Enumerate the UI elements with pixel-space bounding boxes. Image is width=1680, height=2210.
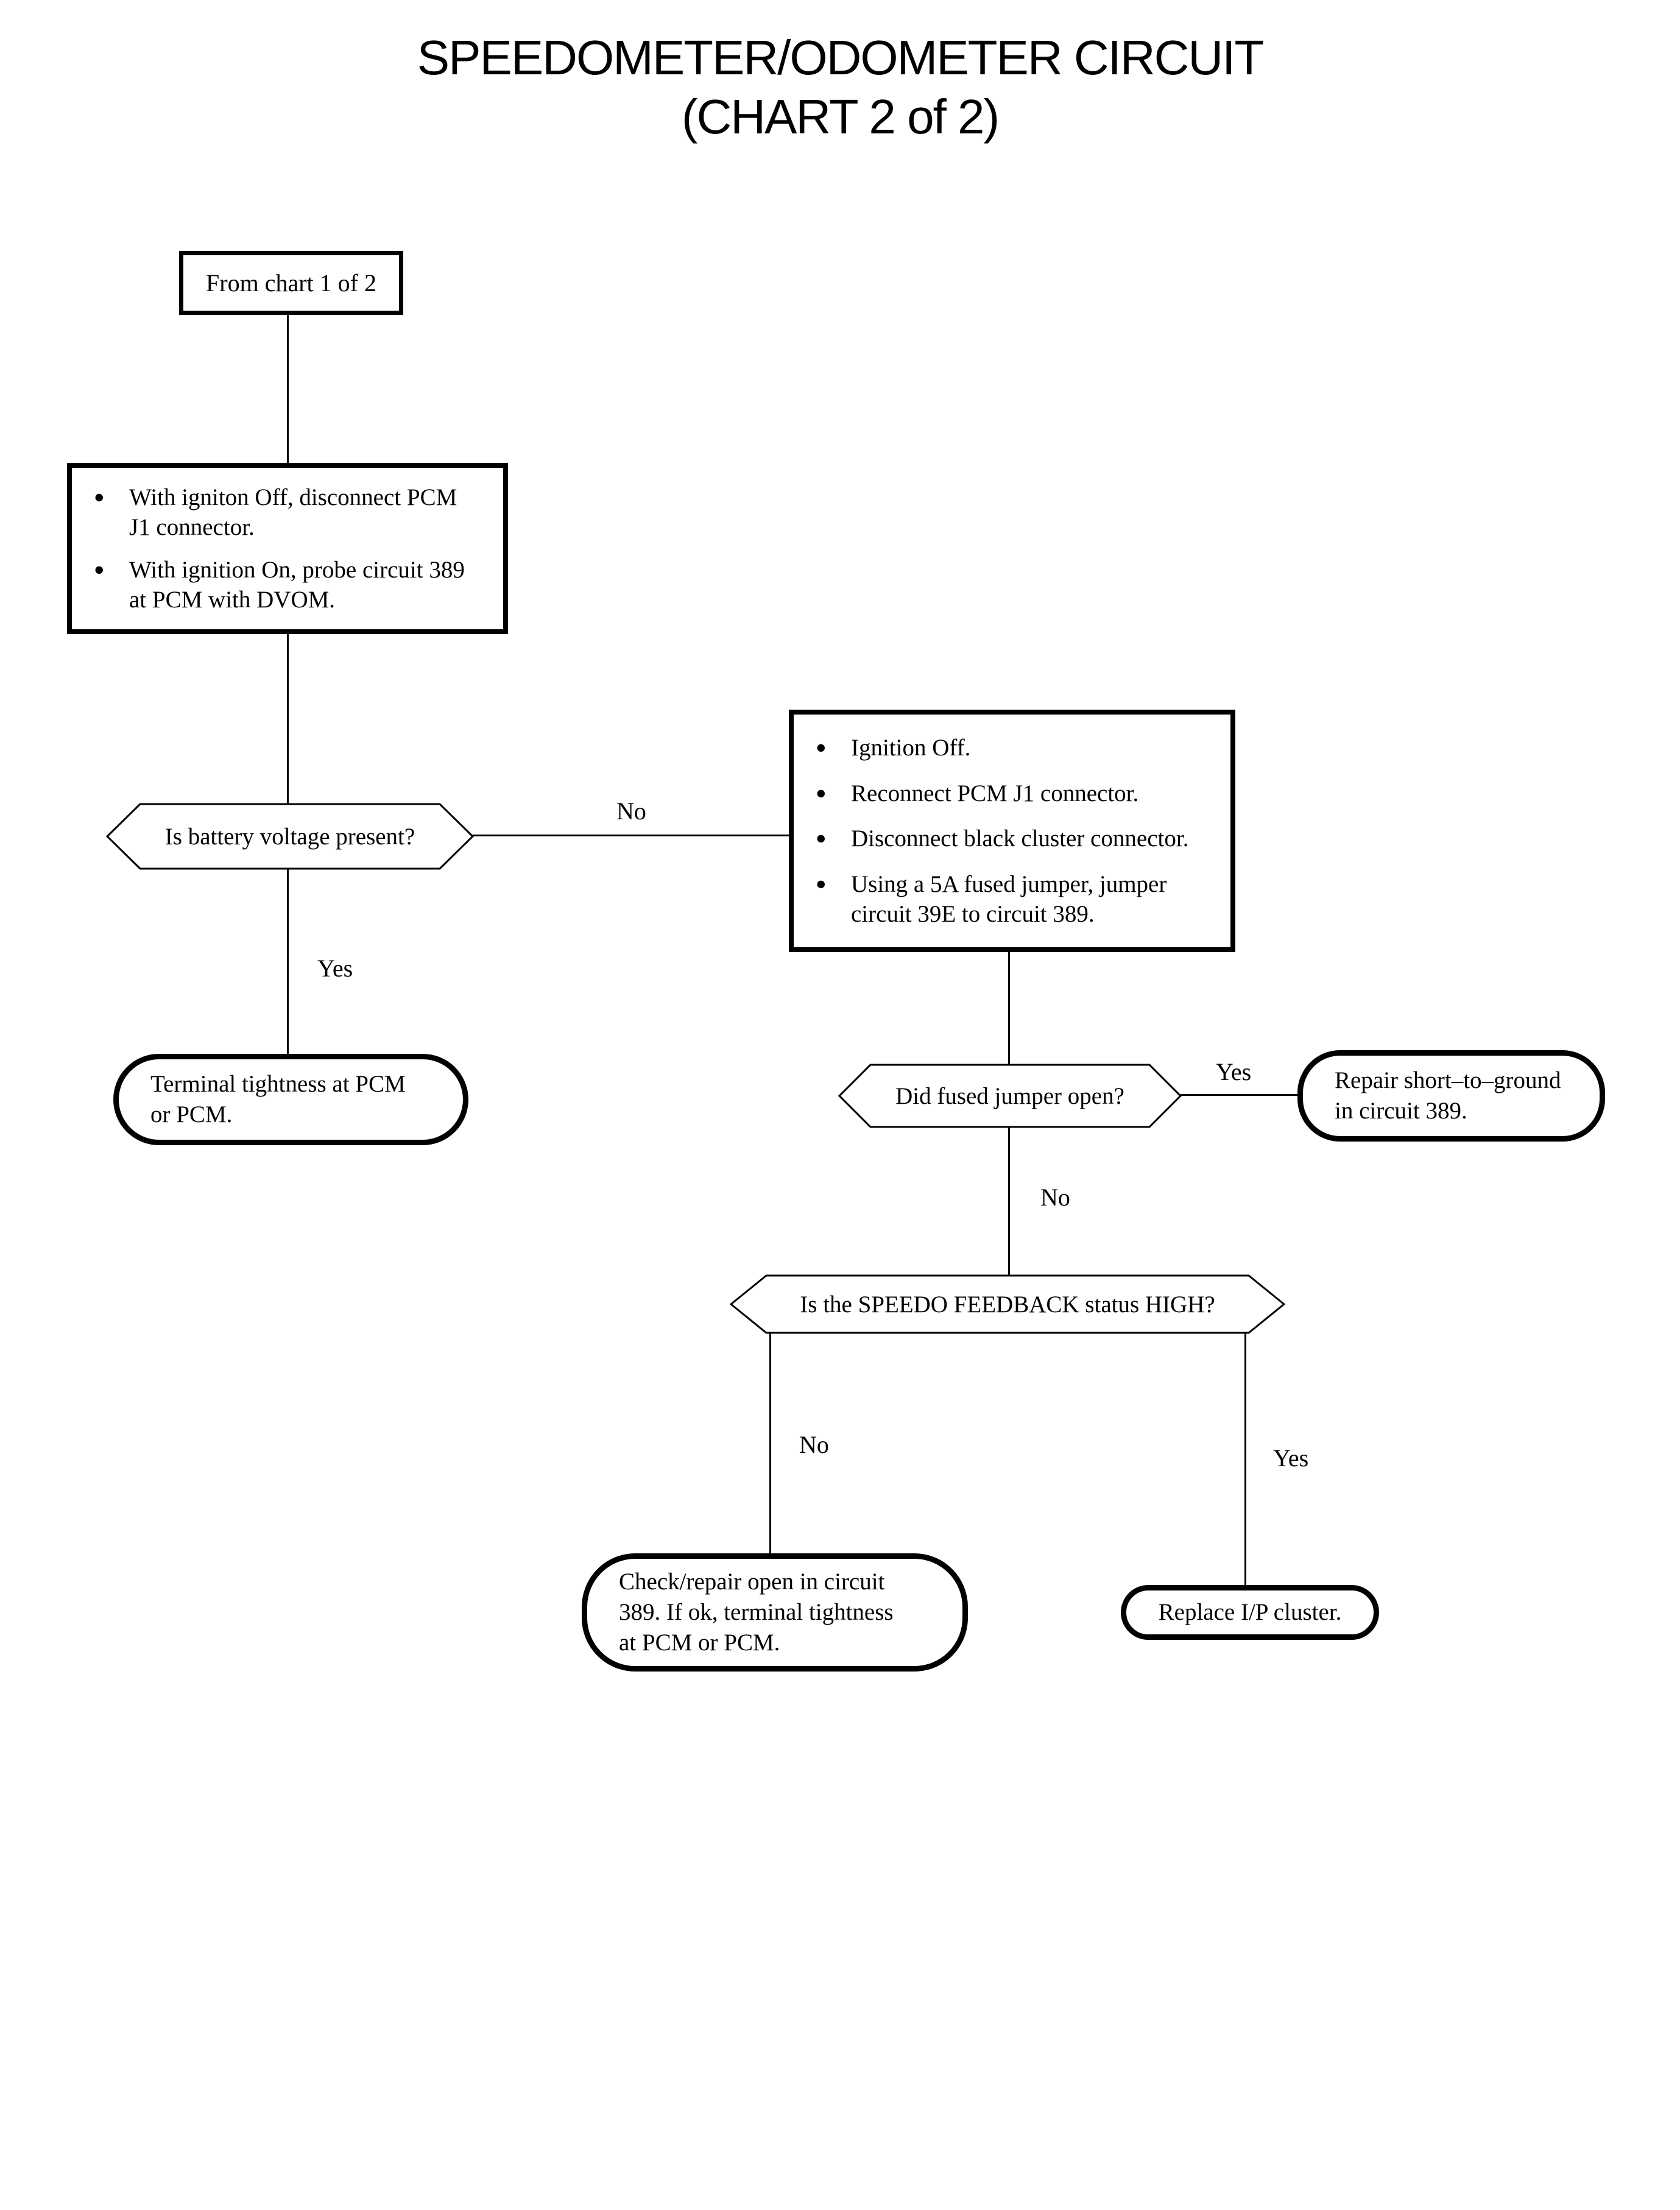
decision-fused-jumper-open bbox=[838, 1064, 1182, 1128]
list-item-text: Ignition Off. bbox=[851, 734, 971, 761]
page-title-line2: (CHART 2 of 2) bbox=[681, 90, 999, 144]
connector-battery-no bbox=[473, 835, 789, 836]
bullet-icon: ● bbox=[816, 737, 827, 757]
list-item-text: Reconnect PCM J1 connector. bbox=[851, 780, 1139, 807]
connector-speedo-no bbox=[769, 1333, 771, 1555]
terminal-repair-short-to-ground: Repair short–to–ground in circuit 389. bbox=[1297, 1050, 1605, 1142]
list-item-text: With igniton Off, disconnect PCM J1 connector. bbox=[129, 484, 457, 541]
bullet-icon: ● bbox=[94, 487, 105, 507]
list-item bbox=[816, 869, 1215, 929]
list-item bbox=[94, 555, 487, 615]
edge-label-speedo-no: No bbox=[799, 1431, 829, 1458]
list-item-text: Using a 5A fused jumper, jumper circuit 39E to circuit 389. bbox=[851, 871, 1167, 928]
node-steps-probe-circuit bbox=[67, 463, 508, 634]
node-steps-fused-jumper bbox=[789, 710, 1235, 952]
bullet-icon: ● bbox=[816, 828, 827, 849]
list-item bbox=[816, 733, 1215, 763]
bullet-icon: ● bbox=[816, 874, 827, 894]
decision-battery-voltage bbox=[106, 803, 474, 870]
node-from-chart-label: From chart 1 of 2 bbox=[206, 269, 376, 297]
decision-speedo-feedback bbox=[730, 1274, 1285, 1334]
edge-label-jumper-no: No bbox=[1040, 1184, 1070, 1211]
page-title-line1: SPEEDOMETER/ODOMETER CIRCUIT bbox=[417, 30, 1263, 85]
bullet-icon: ● bbox=[94, 559, 105, 579]
connector-fromchart-to-steps bbox=[287, 314, 289, 464]
connector-battery-yes bbox=[287, 869, 289, 1054]
edge-label-battery-yes: Yes bbox=[317, 955, 353, 982]
connector-steps-to-battery-decision bbox=[287, 634, 289, 804]
list-item bbox=[816, 824, 1215, 853]
edge-label-jumper-yes: Yes bbox=[1216, 1058, 1252, 1086]
connector-jumper-no bbox=[1008, 1127, 1010, 1276]
connector-speedo-yes bbox=[1244, 1333, 1246, 1586]
list-item-text: Disconnect black cluster connector. bbox=[851, 825, 1189, 852]
edge-label-battery-no: No bbox=[616, 797, 646, 825]
decision-battery-voltage-label: Is battery voltage present? bbox=[164, 823, 415, 850]
list-item bbox=[816, 778, 1215, 808]
list-item bbox=[94, 482, 487, 542]
connector-jumper-yes bbox=[1181, 1094, 1299, 1096]
terminal-terminal-tightness: Terminal tightness at PCM or PCM. bbox=[113, 1054, 468, 1145]
terminal-check-repair-open: Check/repair open in circuit 389. If ok, terminal tightness at PCM or PCM. bbox=[582, 1553, 968, 1672]
list-item-text: With ignition On, probe circuit 389 at PCM with DVOM. bbox=[129, 556, 465, 613]
decision-speedo-feedback-label: Is the SPEEDO FEEDBACK status HIGH? bbox=[800, 1291, 1215, 1318]
terminal-replace-ip-cluster: Replace I/P cluster. bbox=[1121, 1585, 1379, 1640]
decision-fused-jumper-open-label: Did fused jumper open? bbox=[895, 1082, 1124, 1109]
node-from-chart bbox=[179, 251, 403, 315]
connector-steps2-to-jumper-decision bbox=[1008, 950, 1010, 1065]
bullet-icon: ● bbox=[816, 783, 827, 803]
edge-label-speedo-yes: Yes bbox=[1273, 1444, 1309, 1472]
page-title bbox=[0, 28, 1680, 146]
